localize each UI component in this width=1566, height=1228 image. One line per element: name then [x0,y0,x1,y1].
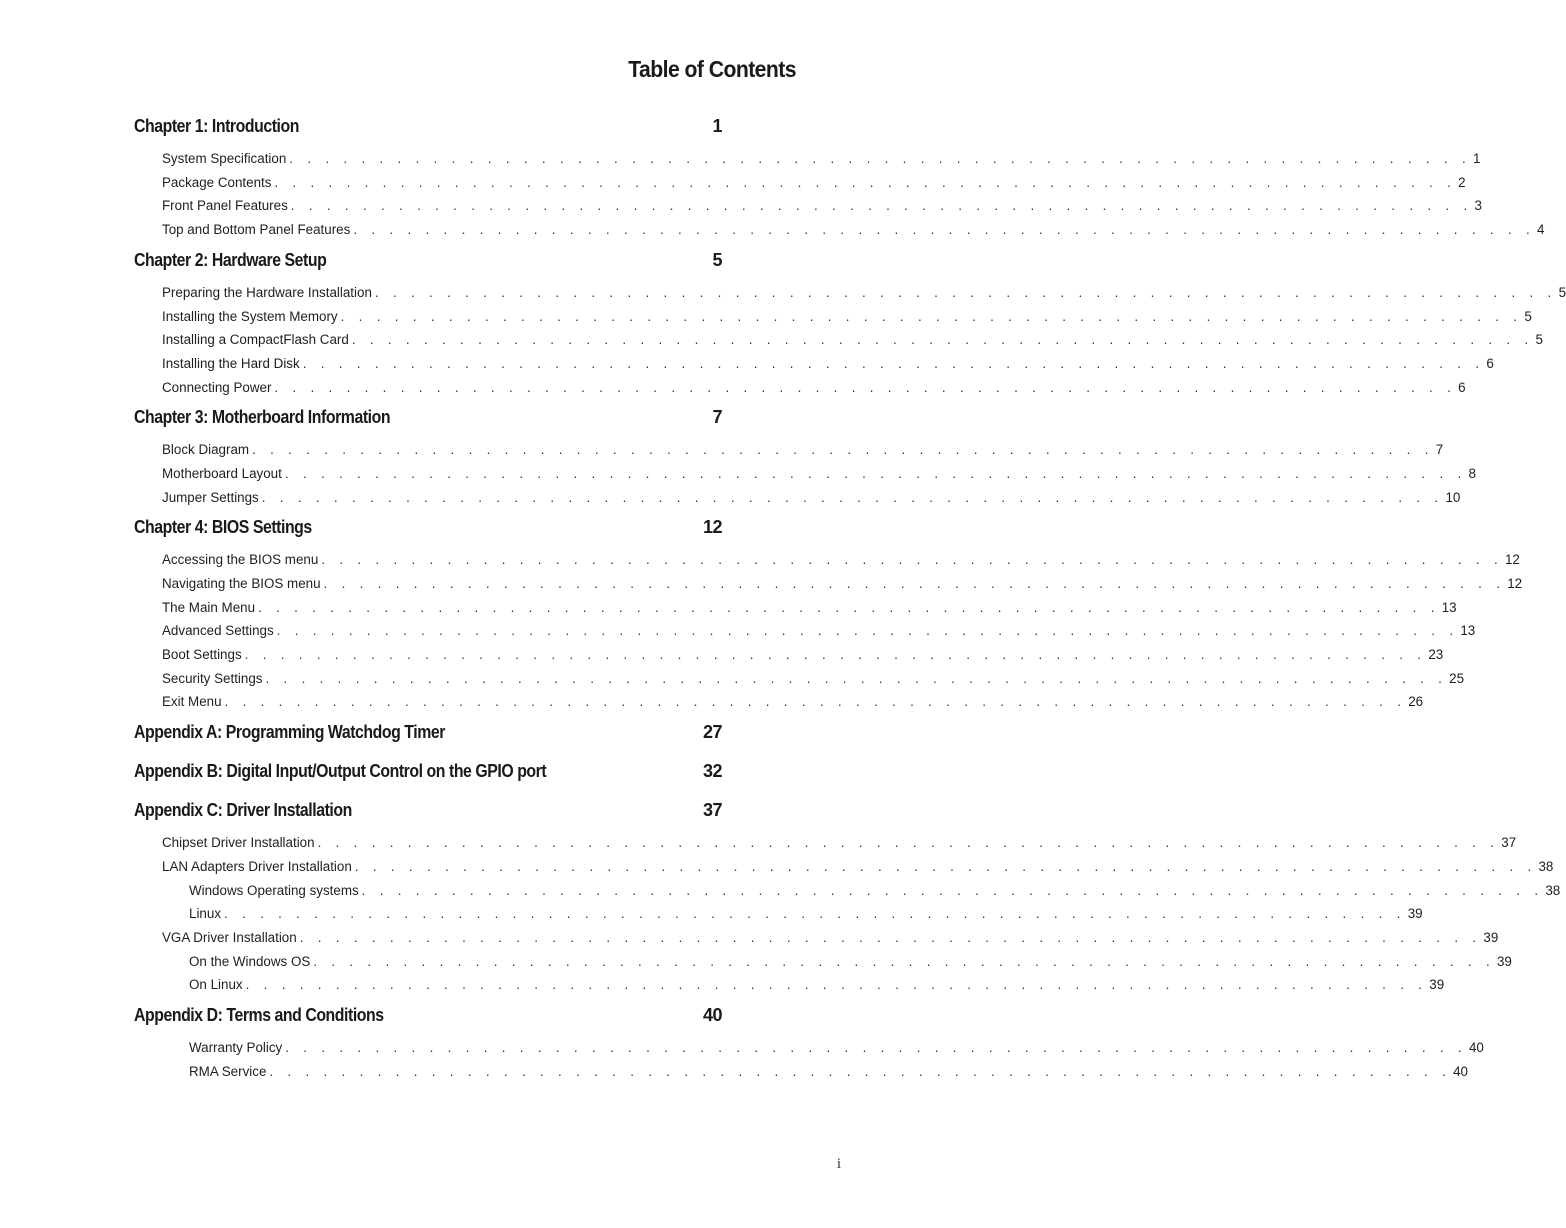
section-page-number: 32 [702,760,722,781]
entry-label: Exit Menu [162,694,225,709]
entry-label: Installing the System Memory [162,309,341,324]
section-page-number: 40 [702,1004,722,1025]
toc-section-heading[interactable] [134,1002,722,1028]
entry-label: RMA Service [189,1064,269,1079]
section-title: Appendix D: Terms and Conditions [134,1004,384,1025]
toc-entry[interactable] [162,437,1444,457]
entry-page-number: 10 [1445,490,1461,505]
section-page-number: 7 [712,406,722,427]
toc-subentry[interactable] [189,972,1445,992]
dot-leader: . . . . . . . . . . . . . . . . . . . . . . . . . . . . . . . . . . . . . . . . . . . . . . . . . . . . . . . . . . . . . . . . . . [323,576,1506,591]
page-title: Table of Contents [628,56,796,82]
toc-entry[interactable] [162,193,1482,213]
dot-leader: . . . . . . . . . . . . . . . . . . . . . . . . . . . . . . . . . . . . . . . . . . . . . . . . . . . . . . . . . . . . . . . . . . [302,356,1485,371]
toc-entry[interactable] [162,327,1543,347]
entry-page-number: 39 [1483,930,1499,945]
dot-leader: . . . . . . . . . . . . . . . . . . . . . . . . . . . . . . . . . . . . . . . . . . . . . . . . . . . . . . . . . . . . . . . . . . [224,694,1407,709]
entry-page-number: 39 [1496,954,1512,969]
entry-page-number: 12 [1504,552,1520,567]
entry-page-number: 13 [1460,623,1476,638]
entry-page-number: 3 [1474,198,1482,213]
entry-page-number: 8 [1468,466,1476,481]
section-title: Chapter 2: Hardware Setup [134,249,327,270]
dot-leader: . . . . . . . . . . . . . . . . . . . . . . . . . . . . . . . . . . . . . . . . . . . . . . . . . . . . . . . . . . . . . . . . . . [252,442,1434,457]
toc-entry[interactable] [162,461,1476,481]
dot-leader: . . . . . . . . . . . . . . . . . . . . . . . . . . . . . . . . . . . . . . . . . . . . . . . . . . . . . . . . . . . . . . . . . . [245,977,1428,992]
dot-leader: . . . . . . . . . . . . . . . . . . . . . . . . . . . . . . . . . . . . . . . . . . . . . . . . . . . . . . . . . . . . . . . . . . [274,175,1457,190]
entry-label: Installing the Hard Disk [162,356,303,371]
entry-label: Navigating the BIOS menu [162,576,324,591]
entry-page-number: 39 [1407,906,1423,921]
dot-leader: . . . . . . . . . . . . . . . . . . . . . . . . . . . . . . . . . . . . . . . . . . . . . . . . . . . . . . . . . . . . . . . . . . [290,198,1473,213]
dot-leader: . . . . . . . . . . . . . . . . . . . . . . . . . . . . . . . . . . . . . . . . . . . . . . . . . . . . . . . . . . . . . . . . . . [289,151,1471,166]
toc-entry[interactable] [162,571,1523,591]
section-page-number: 5 [712,249,722,270]
entry-label: Windows Operating systems [189,883,362,898]
section-title: Appendix A: Programming Watchdog Timer [134,721,445,742]
entry-label: Advanced Settings [162,623,277,638]
section-title: Appendix B: Digital Input/Output Control on the GPIO port [134,760,547,781]
toc-entry[interactable] [162,689,1424,709]
entry-page-number: 5 [1558,285,1566,300]
section-page-number: 37 [702,799,722,820]
dot-leader: . . . . . . . . . . . . . . . . . . . . . . . . . . . . . . . . . . . . . . . . . . . . . . . . . . . . . . . . . . . . . . . . . . [261,490,1444,505]
toc-section-heading[interactable] [134,247,722,273]
toc-section-heading[interactable] [134,404,722,430]
entry-page-number: 40 [1453,1064,1468,1079]
entry-label: Front Panel Features [162,198,291,213]
section-title: Chapter 4: BIOS Settings [134,516,312,537]
entry-label: VGA Driver Installation [162,930,300,945]
section-title: Chapter 3: Motherboard Information [134,406,391,427]
dot-leader: . . . . . . . . . . . . . . . . . . . . . . . . . . . . . . . . . . . . . . . . . . . . . . . . . . . . . . . . . . . . . . . . . . [351,332,1534,347]
entry-page-number: 12 [1507,576,1523,591]
toc-entry[interactable] [162,375,1466,395]
toc-subentry[interactable] [189,1059,1468,1079]
entry-label: Installing a CompactFlash Card [162,332,352,347]
section-page-number: 12 [702,516,722,537]
entry-page-number: 25 [1449,671,1465,686]
entry-page-number: 37 [1501,835,1517,850]
entry-label: Boot Settings [162,647,245,662]
dot-leader: . . . . . . . . . . . . . . . . . . . . . . . . . . . . . . . . . . . . . . . . . . . . . . . . . . . . . . . . . . . . . . . . . . [313,954,1495,969]
entry-page-number: 26 [1408,694,1424,709]
dot-leader: . . . . . . . . . . . . . . . . . . . . . . . . . . . . . . . . . . . . . . . . . . . . . . . . . . . . . . . . . . . . . . . . . . [284,466,1467,481]
entry-page-number: 38 [1545,883,1561,898]
dot-leader: . . . . . . . . . . . . . . . . . . . . . . . . . . . . . . . . . . . . . . . . . . . . . . . . . . . . . . . . . . . . . . . . . . [299,930,1482,945]
entry-page-number: 6 [1486,356,1494,371]
toc-entry[interactable] [162,351,1494,371]
entry-page-number: 39 [1429,977,1445,992]
entry-label: The Main Menu [162,600,258,615]
entry-label: Motherboard Layout [162,466,285,481]
entry-label: Security Settings [162,671,265,686]
toc-section-heading[interactable] [134,113,722,139]
entry-label: Connecting Power [162,380,274,395]
dot-leader: . . . . . . . . . . . . . . . . . . . . . . . . . . . . . . . . . . . . . . . . . . . . . . . . . . . . . . . . . . . . . . . . . . [269,1064,1452,1079]
toc-entry[interactable] [162,217,1545,237]
entry-label: Chipset Driver Installation [162,835,318,850]
toc-subentry[interactable] [189,901,1423,921]
dot-leader: . . . . . . . . . . . . . . . . . . . . . . . . . . . . . . . . . . . . . . . . . . . . . . . . . . . . . . . . . . . . . . . . . . [354,859,1537,874]
toc-entry[interactable] [162,666,1465,686]
toc-section-heading[interactable] [134,514,722,540]
toc-section-heading[interactable] [134,758,722,784]
dot-leader: . . . . . . . . . . . . . . . . . . . . . . . . . . . . . . . . . . . . . . . . . . . . . . . . . . . . . . . . . . . . . . . . . . [276,623,1459,638]
toc-entry[interactable] [162,925,1499,945]
entry-page-number: 38 [1538,859,1554,874]
entry-page-number: 40 [1468,1040,1484,1055]
dot-leader: . . . . . . . . . . . . . . . . . . . . . . . . . . . . . . . . . . . . . . . . . . . . . . . . . . . . . . . . . . . . . . . . . . [321,552,1503,567]
toc-subentry[interactable] [189,949,1512,969]
section-page-number: 27 [702,721,722,742]
entry-label: On Linux [189,977,246,992]
entry-page-number: 23 [1428,647,1444,662]
toc-entry[interactable] [162,146,1481,166]
dot-leader: . . . . . . . . . . . . . . . . . . . . . . . . . . . . . . . . . . . . . . . . . . . . . . . . . . . . . . . . . . . . . . . . . . [274,380,1457,395]
dot-leader: . . . . . . . . . . . . . . . . . . . . . . . . . . . . . . . . . . . . . . . . . . . . . . . . . . . . . . . . . . . . . . . . . . [285,1040,1467,1055]
toc-entry[interactable] [162,854,1554,874]
entry-label: Top and Bottom Panel Features [162,222,353,237]
toc-subentry[interactable] [189,878,1561,898]
section-title: Chapter 1: Introduction [134,115,299,136]
toc-entry[interactable] [162,280,1566,300]
toc-entry[interactable] [162,485,1461,505]
dot-leader: . . . . . . . . . . . . . . . . . . . . . . . . . . . . . . . . . . . . . . . . . . . . . . . . . . . . . . . . . . . . . . . . . . [224,906,1406,921]
dot-leader: . . . . . . . . . . . . . . . . . . . . . . . . . . . . . . . . . . . . . . . . . . . . . . . . . . . . . . . . . . . . . . . . . . [340,309,1523,324]
dot-leader: . . . . . . . . . . . . . . . . . . . . . . . . . . . . . . . . . . . . . . . . . . . . . . . . . . . . . . . . . . . . . . . . . . [265,671,1448,686]
entry-label: Preparing the Hardware Installation [162,285,375,300]
dot-leader: . . . . . . . . . . . . . . . . . . . . . . . . . . . . . . . . . . . . . . . . . . . . . . . . . . . . . . . . . . . . . . . . . . [317,835,1500,850]
entry-page-number: 6 [1458,380,1466,395]
entry-label: Package Contents [162,175,274,190]
entry-label: Linux [189,906,224,921]
entry-page-number: 13 [1441,600,1457,615]
toc-subentry[interactable] [189,1035,1484,1055]
entry-page-number: 5 [1524,309,1532,324]
entry-label: LAN Adapters Driver Installation [162,859,355,874]
toc-entry[interactable] [162,830,1517,850]
entry-label: Warranty Policy [189,1040,285,1055]
entry-page-number: 4 [1537,222,1545,237]
dot-leader: . . . . . . . . . . . . . . . . . . . . . . . . . . . . . . . . . . . . . . . . . . . . . . . . . . . . . . . . . . . . . . . . . . [361,883,1544,898]
toc-entry[interactable] [162,618,1476,638]
section-page-number: 1 [712,115,722,136]
entry-label: Accessing the BIOS menu [162,552,321,567]
entry-label: On the Windows OS [189,954,313,969]
dot-leader: . . . . . . . . . . . . . . . . . . . . . . . . . . . . . . . . . . . . . . . . . . . . . . . . . . . . . . . . . . . . . . . . . . [374,285,1557,300]
toc-entry[interactable] [162,170,1466,190]
entry-page-number: 7 [1435,442,1444,457]
entry-label: System Specification [162,151,289,166]
dot-leader: . . . . . . . . . . . . . . . . . . . . . . . . . . . . . . . . . . . . . . . . . . . . . . . . . . . . . . . . . . . . . . . . . . [244,647,1427,662]
dot-leader: . . . . . . . . . . . . . . . . . . . . . . . . . . . . . . . . . . . . . . . . . . . . . . . . . . . . . . . . . . . . . . . . . . [353,222,1535,237]
page-number-footer: i [836,1156,841,1172]
entry-page-number: 1 [1472,151,1481,166]
entry-page-number: 5 [1535,332,1543,347]
toc-entry[interactable] [162,547,1520,567]
toc-entry[interactable] [162,595,1457,615]
dot-leader: . . . . . . . . . . . . . . . . . . . . . . . . . . . . . . . . . . . . . . . . . . . . . . . . . . . . . . . . . . . . . . . . . . [258,600,1440,615]
entry-label: Jumper Settings [162,490,262,505]
entry-label: Block Diagram [162,442,252,457]
section-title: Appendix C: Driver Installation [134,799,352,820]
toc-entry[interactable] [162,642,1444,662]
toc-section-heading[interactable] [134,797,722,823]
toc-section-heading[interactable] [134,719,722,745]
toc-entry[interactable] [162,304,1532,324]
entry-page-number: 2 [1458,175,1466,190]
